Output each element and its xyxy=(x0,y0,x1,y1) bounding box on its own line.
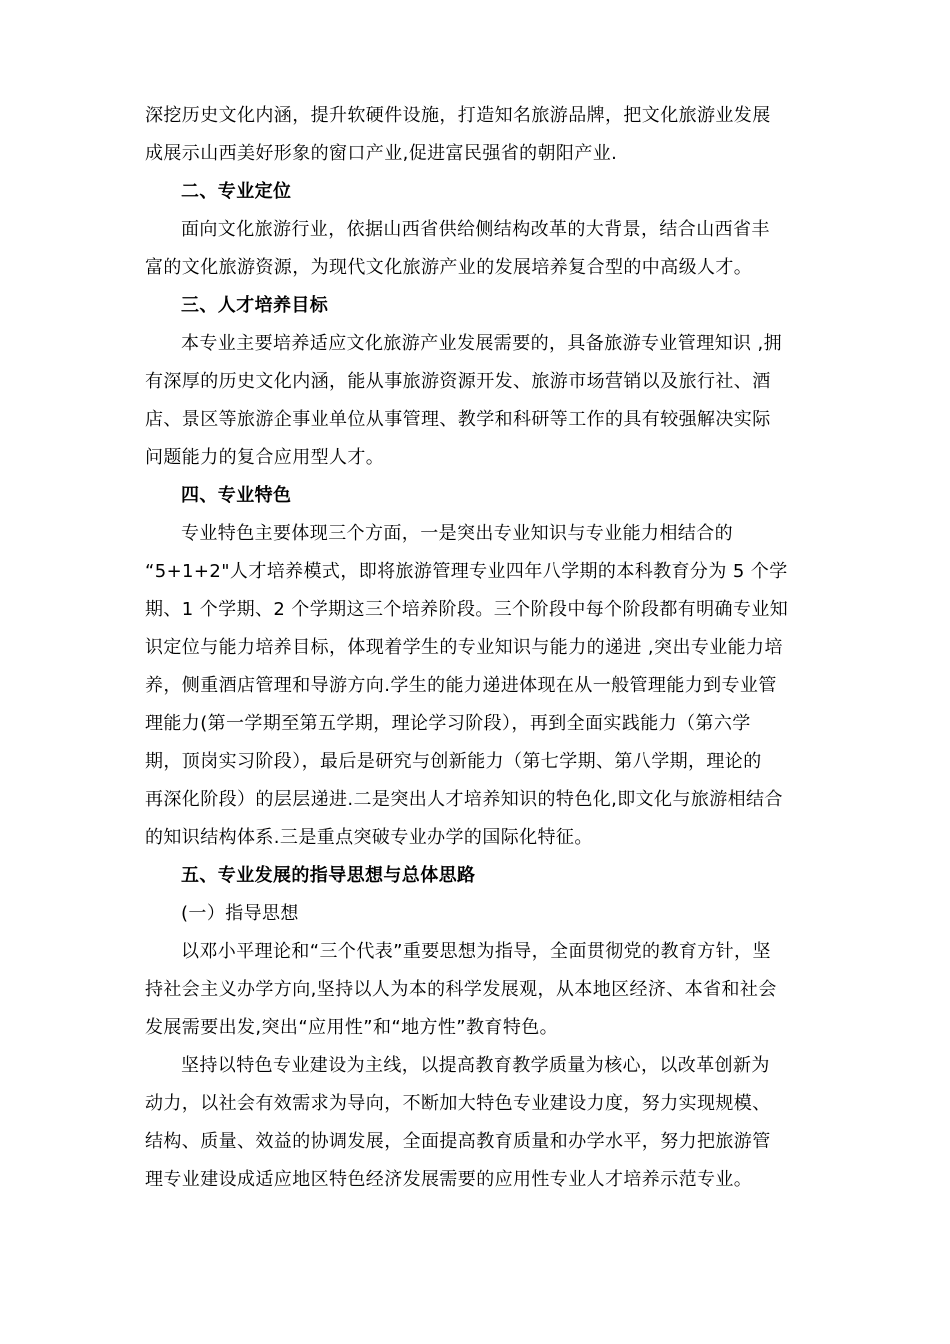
text-line: 发展需要出发,突出“应用性”和“地方性”教育特色。 xyxy=(145,1017,559,1038)
text-line: 理专业建设成适应地区特色经济发展需要的应用性专业人才培养示范专业。 xyxy=(145,1169,753,1190)
text-line: 再深化阶段）的层层递进.二是突出人才培养知识的特色化,即文化与旅游相结合 xyxy=(145,789,783,810)
text-line: 专业特色主要体现三个方面，一是突出专业知识与专业能力相结合的 xyxy=(181,523,733,544)
text-line: 成展示山西美好形象的窗口产业,促进富民强省的朝阳产业. xyxy=(145,143,618,164)
text-line: 店、景区等旅游企事业单位从事管理、教学和科研等工作的具有较强解决实际 xyxy=(145,409,771,430)
text-line: “5+1+2"人才培养模式，即将旅游管理专业四年八学期的本科教育分为 5 个学 xyxy=(145,561,788,582)
text-line: 坚持以特色专业建设为主线，以提高教育教学质量为核心，以改革创新为 xyxy=(181,1055,770,1076)
text-line: 养，侧重酒店管理和导游方向.学生的能力递进体现在从一般管理能力到专业管 xyxy=(145,675,777,696)
text-line: 深挖历史文化内涵，提升软硬件设施，打造知名旅游品牌，把文化旅游业发展 xyxy=(145,105,771,126)
subsection-heading: (一）指导思想 xyxy=(181,903,299,924)
text-line: 富的文化旅游资源，为现代文化旅游产业的发展培养复合型的中高级人才。 xyxy=(145,257,753,278)
text-line: 面向文化旅游行业，依据山西省供给侧结构改革的大背景，结合山西省丰 xyxy=(181,219,770,240)
text-line: 有深厚的历史文化内涵，能从事旅游资源开发、旅游市场营销以及旅行社、酒 xyxy=(145,371,771,392)
text-line: 动力，以社会有效需求为导向，不断加大特色专业建设力度，努力实现规模、 xyxy=(145,1093,771,1114)
text-line: 以邓小平理论和“三个代表”重要思想为指导，全面贯彻党的教育方针，坚 xyxy=(181,941,771,962)
text-line: 持社会主义办学方向,坚持以人为本的科学发展观，从本地区经济、本省和社会 xyxy=(145,979,777,1000)
text-line: 问题能力的复合应用型人才。 xyxy=(145,447,385,468)
text-line: 结构、质量、效益的协调发展，全面提高教育质量和办学水平，努力把旅游管 xyxy=(145,1131,771,1152)
text-line: 识定位与能力培养目标，体现着学生的专业知识与能力的递进 ,突出专业能力培 xyxy=(145,637,783,658)
text-line: 理能力(第一学期至第五学期，理论学习阶段），再到全面实践能力（第六学 xyxy=(145,713,751,734)
section-heading: 二、专业定位 xyxy=(181,181,292,202)
section-heading: 三、人才培养目标 xyxy=(181,295,329,316)
text-line: 本专业主要培养适应文化旅游产业发展需要的，具备旅游专业管理知识 ,拥 xyxy=(181,333,783,354)
section-heading: 五、专业发展的指导思想与总体思路 xyxy=(181,865,476,886)
text-line: 期，顶岗实习阶段），最后是研究与创新能力（第七学期、第八学期，理论的 xyxy=(145,751,762,772)
section-heading: 四、专业特色 xyxy=(181,485,292,506)
text-line: 期、1 个学期、2 个学期这三个培养阶段。三个阶段中每个阶段都有明确专业知 xyxy=(145,599,789,620)
text-line: 的知识结构体系.三是重点突破专业办学的国际化特征。 xyxy=(145,827,593,848)
